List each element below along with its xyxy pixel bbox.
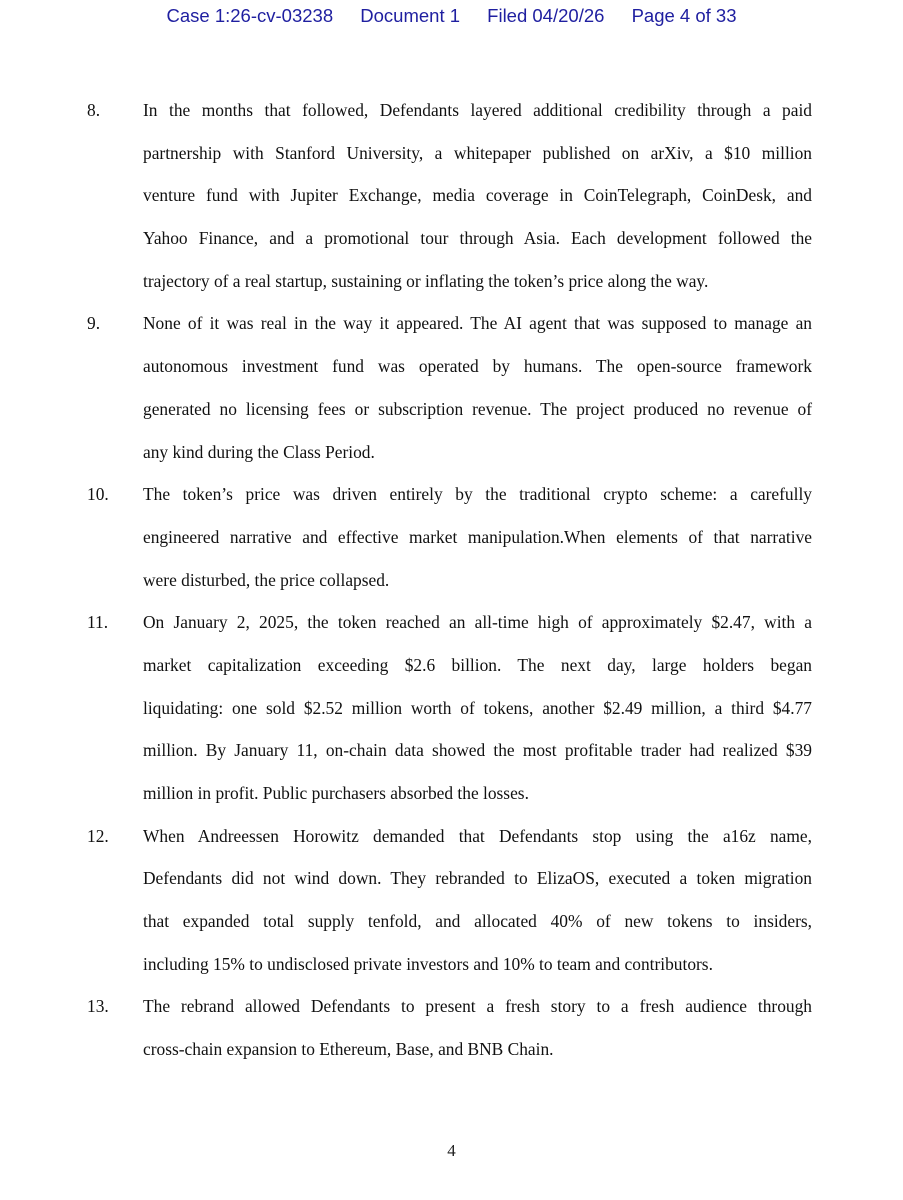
- paragraph-line: [143, 523, 812, 552]
- paragraph-line-text: partnership with Stanford University, a whitepaper published on arXiv, a $10 million: [143, 142, 812, 163]
- paragraph-line: [143, 309, 812, 338]
- numbered-paragraph: [0, 96, 903, 295]
- filed-date: Filed 04/20/26: [487, 5, 605, 26]
- paragraph-line: [143, 779, 812, 808]
- paragraph-line: [143, 950, 812, 979]
- paragraph-line-text: cross-chain expansion to Ethereum, Base, and BNB Chain.: [143, 1039, 554, 1060]
- paragraph-line: [143, 992, 812, 1021]
- paragraph-line: [143, 139, 812, 168]
- paragraph-line: [143, 96, 812, 125]
- paragraph-line-text: autonomous investment fund was operated by humans. The open-source framework: [143, 356, 812, 377]
- paragraph-line: [143, 224, 812, 253]
- paragraph-line-text: Yahoo Finance, and a promotional tour through Asia. Each development followed the: [143, 228, 812, 249]
- paragraph-line: [143, 608, 812, 637]
- document-number: Document 1: [360, 5, 461, 26]
- page-indicator: Page 4 of 33: [631, 5, 737, 26]
- paragraph-number: 9.: [87, 313, 101, 334]
- paragraph-line-text: million. By January 11, on-chain data showed the most profitable trader had realized $39: [143, 740, 812, 761]
- paragraph-line-text: including 15% to undisclosed private investors and 10% to team and contributors.: [143, 953, 713, 974]
- case-number: Case 1:26-cv-03238: [166, 5, 334, 26]
- paragraph-line-text: engineered narrative and effective market manipulation.When elements of that narrative: [143, 526, 812, 547]
- numbered-paragraph: [0, 480, 903, 594]
- paragraph-line: [143, 267, 812, 296]
- numbered-paragraph: [0, 608, 903, 807]
- paragraph-line: [143, 438, 812, 467]
- paragraph-line-text: When Andreessen Horowitz demanded that Defendants stop using the a16z name,: [143, 825, 812, 846]
- paragraph-line-text: The token’s price was driven entirely by the traditional crypto scheme: a carefully: [143, 484, 812, 505]
- numbered-paragraph: [0, 992, 903, 1063]
- paragraph-line-text: generated no licensing fees or subscription revenue. The project produced no revenue of: [143, 398, 812, 419]
- paragraph-line-text: None of it was real in the way it appeared. The AI agent that was supposed to manage an: [143, 313, 812, 334]
- paragraph-line: [143, 352, 812, 381]
- paragraph-line-text: venture fund with Jupiter Exchange, media coverage in CoinTelegraph, CoinDesk, and: [143, 185, 812, 206]
- paragraph-line: [143, 480, 812, 509]
- paragraph-line-text: million in profit. Public purchasers absorbed the losses.: [143, 783, 529, 803]
- paragraph-number: 11.: [87, 612, 109, 633]
- paragraph-line: [143, 864, 812, 893]
- paragraph-line-text: trajectory of a real startup, sustaining or inflating the token’s price along the way.: [143, 270, 709, 291]
- page-number: 4: [447, 1141, 456, 1160]
- paragraph-number: 8.: [87, 100, 101, 120]
- paragraph-line-text: liquidating: one sold $2.52 million worth of tokens, another $2.49 million, a third $4.77: [143, 697, 812, 718]
- paragraph-line-text: In the months that followed, Defendants layered additional credibility through a paid: [143, 100, 812, 120]
- paragraph-number: 13.: [87, 996, 109, 1017]
- paragraph-line-text: that expanded total supply tenfold, and allocated 40% of new tokens to insiders,: [143, 911, 812, 932]
- paragraph-line: [143, 736, 812, 765]
- numbered-paragraph: [0, 309, 903, 466]
- paragraph-line: [143, 651, 812, 680]
- paragraph-line: [143, 694, 812, 723]
- numbered-paragraph: [0, 822, 903, 979]
- paragraph-line: [143, 181, 812, 210]
- paragraph-line-text: Defendants did not wind down. They rebranded to ElizaOS, executed a token migration: [143, 868, 812, 889]
- paragraph-line: [143, 566, 812, 595]
- paragraph-line-text: The rebrand allowed Defendants to present a fresh story to a fresh audience through: [143, 996, 812, 1017]
- paragraph-line-text: market capitalization exceeding $2.6 billion. The next day, large holders began: [143, 654, 812, 675]
- paragraph-line: [143, 822, 812, 851]
- document-body: [0, 96, 903, 1078]
- paragraph-line-text: were disturbed, the price collapsed.: [143, 569, 390, 590]
- paragraph-line-text: On January 2, 2025, the token reached an all-time high of approximately $2.47, with a: [143, 612, 812, 633]
- paragraph-number: 10.: [87, 484, 109, 505]
- case-header: [0, 5, 903, 27]
- paragraph-line: [143, 907, 812, 936]
- paragraph-number: 12.: [87, 825, 109, 846]
- paragraph-line: [143, 1035, 812, 1064]
- paragraph-line: [143, 395, 812, 424]
- paragraph-line-text: any kind during the Class Period.: [143, 441, 375, 462]
